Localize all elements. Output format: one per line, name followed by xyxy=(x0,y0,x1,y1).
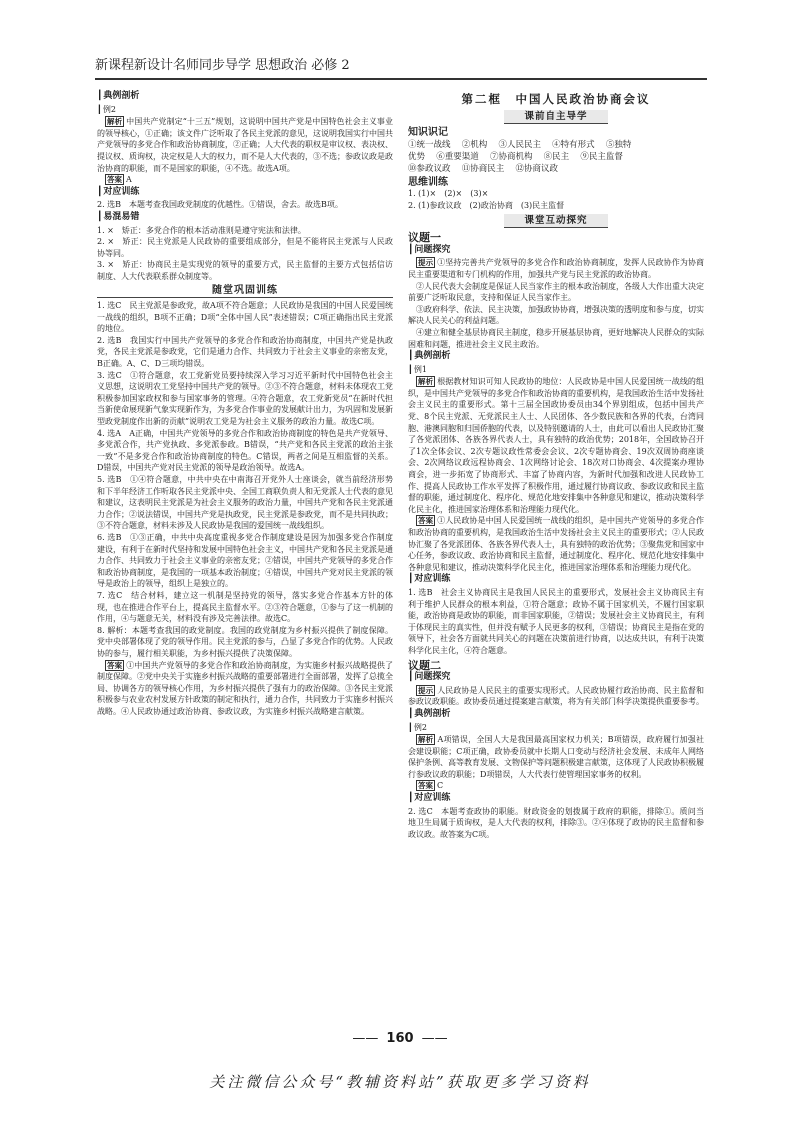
knowledge-item: ⑤独特 xyxy=(605,139,632,150)
answer-text: A xyxy=(126,175,132,185)
section-mark-confusion: ┃ 易混易错 xyxy=(97,212,393,224)
answer-text: ①人民政协是中国人民爱国统一战线的组织，是中国共产党领导的多党合作和政治协商的重要机构，是我国政治生活中发扬社会主义民主的重要形式；②人民政协汇聚了各党派团体、各族各界代表人士，具有独特的政治优势；③聚焦党和国家中心任务，参政议政、政治协商和民主监督，通过制度化、程序化、规范化地安排集中各种意见和建议，推动决策科学化民主化，推进国家治理体系和治理能力现代化。 xyxy=(408,516,705,572)
hint-tag: 提示 xyxy=(418,258,434,268)
knowledge-item: ⑧民主 xyxy=(543,151,570,162)
knowledge-item: 优势 xyxy=(408,151,426,162)
knowledge-row-1 xyxy=(408,139,704,151)
answer-tag: 答案 xyxy=(107,175,122,185)
section-mark-example: ┃ 典例剖析 xyxy=(408,351,704,363)
exercise-7: 7. 选C 结合材料，建立这一机制是坚持党的领导，落实多党合作基本方针的体现，也在推进合作平台上，提高民主监督水平。②③符合题意，①参与了这一机制的作用，④与题意无关，材料没有涉及完善法律。故选C。 xyxy=(97,590,393,624)
exercise-4: 4. 选A A正确，中国共产党领导的多党合作和政治协商制度的特色是共产党领导、多党派合作，共产党执政、多党派参政。B错误，“共产党和各民主党派的政治主张一致”不是多党合作和政治协商制度的特色。C错误，两者之间是互相监督的关系。D错误，中国共产党对民主党派的领导是政治领导。故选A。 xyxy=(97,428,393,473)
knowledge-heading: 知识识记 xyxy=(408,127,448,139)
topic-2-heading: 议题二 xyxy=(408,658,441,672)
knowledge-item: ⑩参政议政 xyxy=(408,163,451,174)
analysis-tag: 解析 xyxy=(418,377,434,387)
section-mark-practice: ┃ 对应训练 xyxy=(408,793,704,805)
thinking-item-1: 1. (1)× (2)× (3)× xyxy=(408,189,489,199)
exercise-2: 2. 选B 我国实行中国共产党领导的多党合作和政治协商制度，中国共产党是执政党，各民主党派是参政党，它们是通力合作、共同致力于社会主义事业的亲密友党，B正确。A、C、D三项均错误。 xyxy=(97,335,393,369)
analysis-text: 根据教材知识可知人民政协的地位：人民政协是中国人民爱国统一战线的组织，是中国共产党领导的多党合作和政治协商的重要机构，是我国政治生活中发扬社会主义民主的重要形式。第十三届全国政协委员由34个界别组成，包括中国共产党、8个民主党派、无党派民主人士、人民团体、各少数民族和各界的代表，台湾同胞、港澳同胞和归国侨胞的代表，以及特别邀请的人士，由此可以看出人民政协汇聚了各党派团体、各族各界代表人士，具有独特的政治优势；2018年，全国政协召开了1次全体会议、2次专题议政性常委会会议、2次专题协商会、19次双周协商座谈会、2次网络议政远程协商会、1次网络讨论会、18次对口协商会、4次提案办理协商会，进一步拓宽了协商形式、丰富了协商内容，为新时代加强和改进人民政协工作、提高人民政协工作水平发挥了积极作用，通过履行协商议政、参政议政和民主监督的职能，通过制度化、程序化、规范化地安排集中各种意见和建议，推动决策科学化民主化，推进国家治理体系和治理能力现代化。 xyxy=(408,377,705,514)
section-mark-practice: ┃ 对应训练 xyxy=(97,187,393,199)
knowledge-item: ②机构 xyxy=(461,139,488,150)
answer-text: ①中国共产党领导的多党合作和政治协商制度，为实施乡村振兴战略提供了制度保障。②党中央关于实施乡村振兴战略的重要部署进行全面部署，发挥了总揽全局、协调各方的领导核心作用，为乡村振兴提供了强有力的政治保障。③各民主党派积极参与农业农村发展方针政策的制定和执行，通力合作，共同致力于实施乡村振兴战略。④人民政协通过政治协商、参政议政，为实施乡村振兴战略建言献策。 xyxy=(97,660,394,716)
answer-tag: 答案 xyxy=(107,660,123,670)
section-mark-inquiry: ┃ 问题探究 xyxy=(408,245,704,257)
exercise-8: 8. 解析：本题考查我国的政党制度。我国的政党制度为乡村振兴提供了制度保障。党中央部署体现了党的领导作用。民主党派的参与，凸显了多党合作的优势。人民政协的参与，履行相关职能，为乡村振兴提供了决策保障。 xyxy=(97,625,393,658)
section-mark-example: ┃ 典例剖析 xyxy=(408,709,704,721)
knowledge-item: ⑫协商议政 xyxy=(515,163,558,174)
knowledge-item: ⑦协商机构 xyxy=(489,151,533,162)
hint-tag: 提示 xyxy=(418,685,434,695)
exercise-6: 6. 选B ①③正确，中共中央高度重视多党合作制度建设是因为加强多党合作制度建设，有利于在新时代坚持和发展中国特色社会主义，中国共产党和各民主党派是通力合作、共同致力于社会主义事业的亲密友党；②错误，中国共产党领导的多党合作和政治协商制度，是我国的一项基本政治制度；④错误，中国共产党对民主党派的领导是政治上的领导，组织上是独立的。 xyxy=(97,532,393,589)
right-column xyxy=(408,90,704,840)
example-number: ┃ 例2 xyxy=(97,104,393,116)
analysis-text: A项错误，全国人大是我国最高国家权力机关；B项错误，政府履行加强社会建设职能；C项正确，政协委员就中长期人口变动与经济社会发展、未成年人网络保护条例、高等教育发展、文物保护等问题积极建言献策，这体现了人民政协积极履行参政议政的职能；D项错误，人大代表行使管理国家事务的权利。 xyxy=(408,735,705,779)
hint-text: ①坚持完善共产党领导的多党合作和政治协商制度，发挥人民政协作为协商民主重要渠道和专门机构的作用，加强共产党与民主党派的政治协商。 xyxy=(408,258,705,279)
hint-text: 人民政协是人民民主的重要实现形式。人民政协履行政治协商、民主监督和参政议政职能。政协委员通过提案建言献策，将为有关部门科学决策提供重要参考。 xyxy=(408,685,705,707)
analysis-tag: 解析 xyxy=(418,735,434,745)
practice-item-1: 1. 选B 社会主义协商民主是我国人民民主的重要形式，发展社会主义协商民主有利于维护人民群众的根本利益，①符合题意；政协不属于国家机关，不履行国家职能，政治协商是政协的职能，而非国家职能，②错误；发展社会主义协商民主，有利于体现民主的真实性，但并没有赋予人民更多的权利，③错误；协商民主是指在党的领导下，社会各方面就共同关心的问题在决策前进行协商，以达成共识，有利于决策科学化民主化，④符合题意。 xyxy=(408,587,704,655)
section-mark-practice: ┃ 对应训练 xyxy=(408,574,704,586)
topic-1-heading: 议题一 xyxy=(408,231,441,245)
knowledge-item: ④特有形式 xyxy=(552,139,595,150)
answer-tag: 答案 xyxy=(418,781,433,791)
preclass-banner-text: 课前自主导学 xyxy=(504,110,607,125)
preclass-banner xyxy=(408,110,704,126)
knowledge-item: ⑨民主监督 xyxy=(580,151,623,162)
knowledge-item: ⑥重要渠道 xyxy=(436,151,479,162)
confusion-item-2: 2. × 矫正：民主党派是人民政协的重要组成部分，但是不能将民主党派与人民政协等同。 xyxy=(97,237,393,258)
example-answer xyxy=(97,174,393,186)
classroom-banner xyxy=(408,214,704,230)
exercise-8-answer xyxy=(97,660,393,718)
knowledge-item: ①统一战线 xyxy=(408,139,451,150)
page-number: —— 160 —— xyxy=(352,1031,448,1046)
answer-tag: 答案 xyxy=(418,516,434,526)
thinking-heading: 思维训练 xyxy=(408,176,448,188)
hint-2: ②人民代表大会制度是保证人民当家作主的根本政治制度，各级人大作出重大决定前要广泛听取民意，支持和保证人民当家作主。 xyxy=(408,281,704,303)
knowledge-item: ③人民民主 xyxy=(498,139,541,150)
section-mark-example: ┃ 典例剖析 xyxy=(97,91,393,103)
practice-item: 2. 选B 本题考查我国政党制度的优越性。①错误，舍去。故选B项。 xyxy=(97,200,343,210)
exercise-1: 1. 选C 民主党派是参政党，故A项不符合题意；人民政协是我国的中国人民爱国统一战线的组织，B项不正确；D项“全体中国人民”表述错误；C项正确指出民主党派的地位。 xyxy=(97,301,393,334)
page-number-text: 160 xyxy=(386,1031,414,1046)
answer-text: C xyxy=(437,781,444,791)
hint-4: ④建立和健全基层协商民主制度，稳步开展基层协商，更好地解决人民群众的实际困难和问题，推进社会主义民主政治。 xyxy=(408,327,704,349)
running-header: 新课程新设计名师同步导学 思想政治 必修 2 xyxy=(95,58,350,73)
example-1-analysis xyxy=(408,376,704,515)
consolidation-banner: 随堂巩固训练 xyxy=(97,285,393,299)
practice-item-2: 2. 选C 本题考查政协的职能。财政资金的划拨属于政府的职能，排除①。质问当地卫生局属于质询权，是人大代表的权利，排除③。②④体现了政协的民主监督和参政议政。故答案为C项。 xyxy=(408,806,704,839)
example-2-answer xyxy=(408,780,704,792)
header-rule xyxy=(95,78,707,80)
analysis-text: 中国共产党制定“十三五”规划，这说明中国共产党是中国特色社会主义事业的领导核心，①正确；该文件广泛听取了各民主党派的意见，这说明我国实行中国共产党领导的多党合作和政治协商制度，②正确；人大代表的职权是审议权、表决权、提议权、质询权，决定权是人大的权力，而不是人大代表的，③不选；参政议政是政治协商的职能，而不是国家的职能，④不选。故选A项。 xyxy=(97,117,393,173)
knowledge-row-3 xyxy=(408,163,704,175)
confusion-item-3: 3. × 矫正：协商民主是实现党的领导的重要方式，民主监督的主要方式包括信访制度、人大代表联系群众制度等。 xyxy=(97,260,393,281)
example-number: ┃ 例1 xyxy=(408,364,704,376)
knowledge-row-2 xyxy=(408,151,704,163)
section-title: 第二框 中国人民政治协商会议 xyxy=(461,92,651,106)
classroom-banner-text: 课堂互动探究 xyxy=(504,214,607,229)
example-2-analysis xyxy=(408,734,704,780)
example-1-answer xyxy=(408,515,704,573)
footer-note: 关注微信公众号“教辅资料站”获取更多学习资料 xyxy=(209,1073,591,1091)
section-mark-inquiry: ┃ 问题探究 xyxy=(408,672,704,684)
exercise-5: 5. 选B ①④符合题意，中共中央在中南海召开党外人士座谈会，就当前经济形势和下半年经济工作听取各民主党派中央、全国工商联负责人和无党派人士代表的意见和建议，这表明民主党派是为社会主义服务的政治力量，中国共产党和各民主党派通力合作；②说法错误，中国共产党是执政党，民主党派是参政党，而不是共同执政；③不符合题意，材料未涉及人民政协是我国的爱国统一战线组织。 xyxy=(97,475,393,531)
hint-1 xyxy=(408,257,704,280)
knowledge-item: ⑪协商民主 xyxy=(461,163,505,174)
confusion-item-1: 1. × 矫正：多党合作的根本活动准则是遵守宪法和法律。 xyxy=(97,225,306,235)
hint-3: ③政府科学、依法、民主决策，加强政协协商，增强决策的透明度和参与度，切实解决人民关心的利益问题。 xyxy=(408,304,704,326)
left-column xyxy=(97,90,393,717)
example-number: ┃ 例2 xyxy=(408,722,704,734)
analysis-tag: 解析 xyxy=(107,117,123,127)
thinking-item-2: 2. (1)参政议政 (2)政治协商 (3)民主监督 xyxy=(408,200,565,210)
hint-topic-2 xyxy=(408,685,704,708)
exercise-3: 3. 选C ①符合题意，农工党新党员要持续深入学习习近平新时代中国特色社会主义思想，这说明农工党坚持中国共产党的领导。②③不符合题意，材料未体现农工党积极参加国家政权和参与国家事务的管理。④符合题意，农工党新党员“在新时代担当新使命展现新气象实现新作为，为多党合作事业的发展献计出力，为巩固和发展新型政党制度作出新的贡献”说明农工党是为社会主义服务的政治力量。故选C项。 xyxy=(97,370,393,427)
example-analysis xyxy=(97,116,393,174)
